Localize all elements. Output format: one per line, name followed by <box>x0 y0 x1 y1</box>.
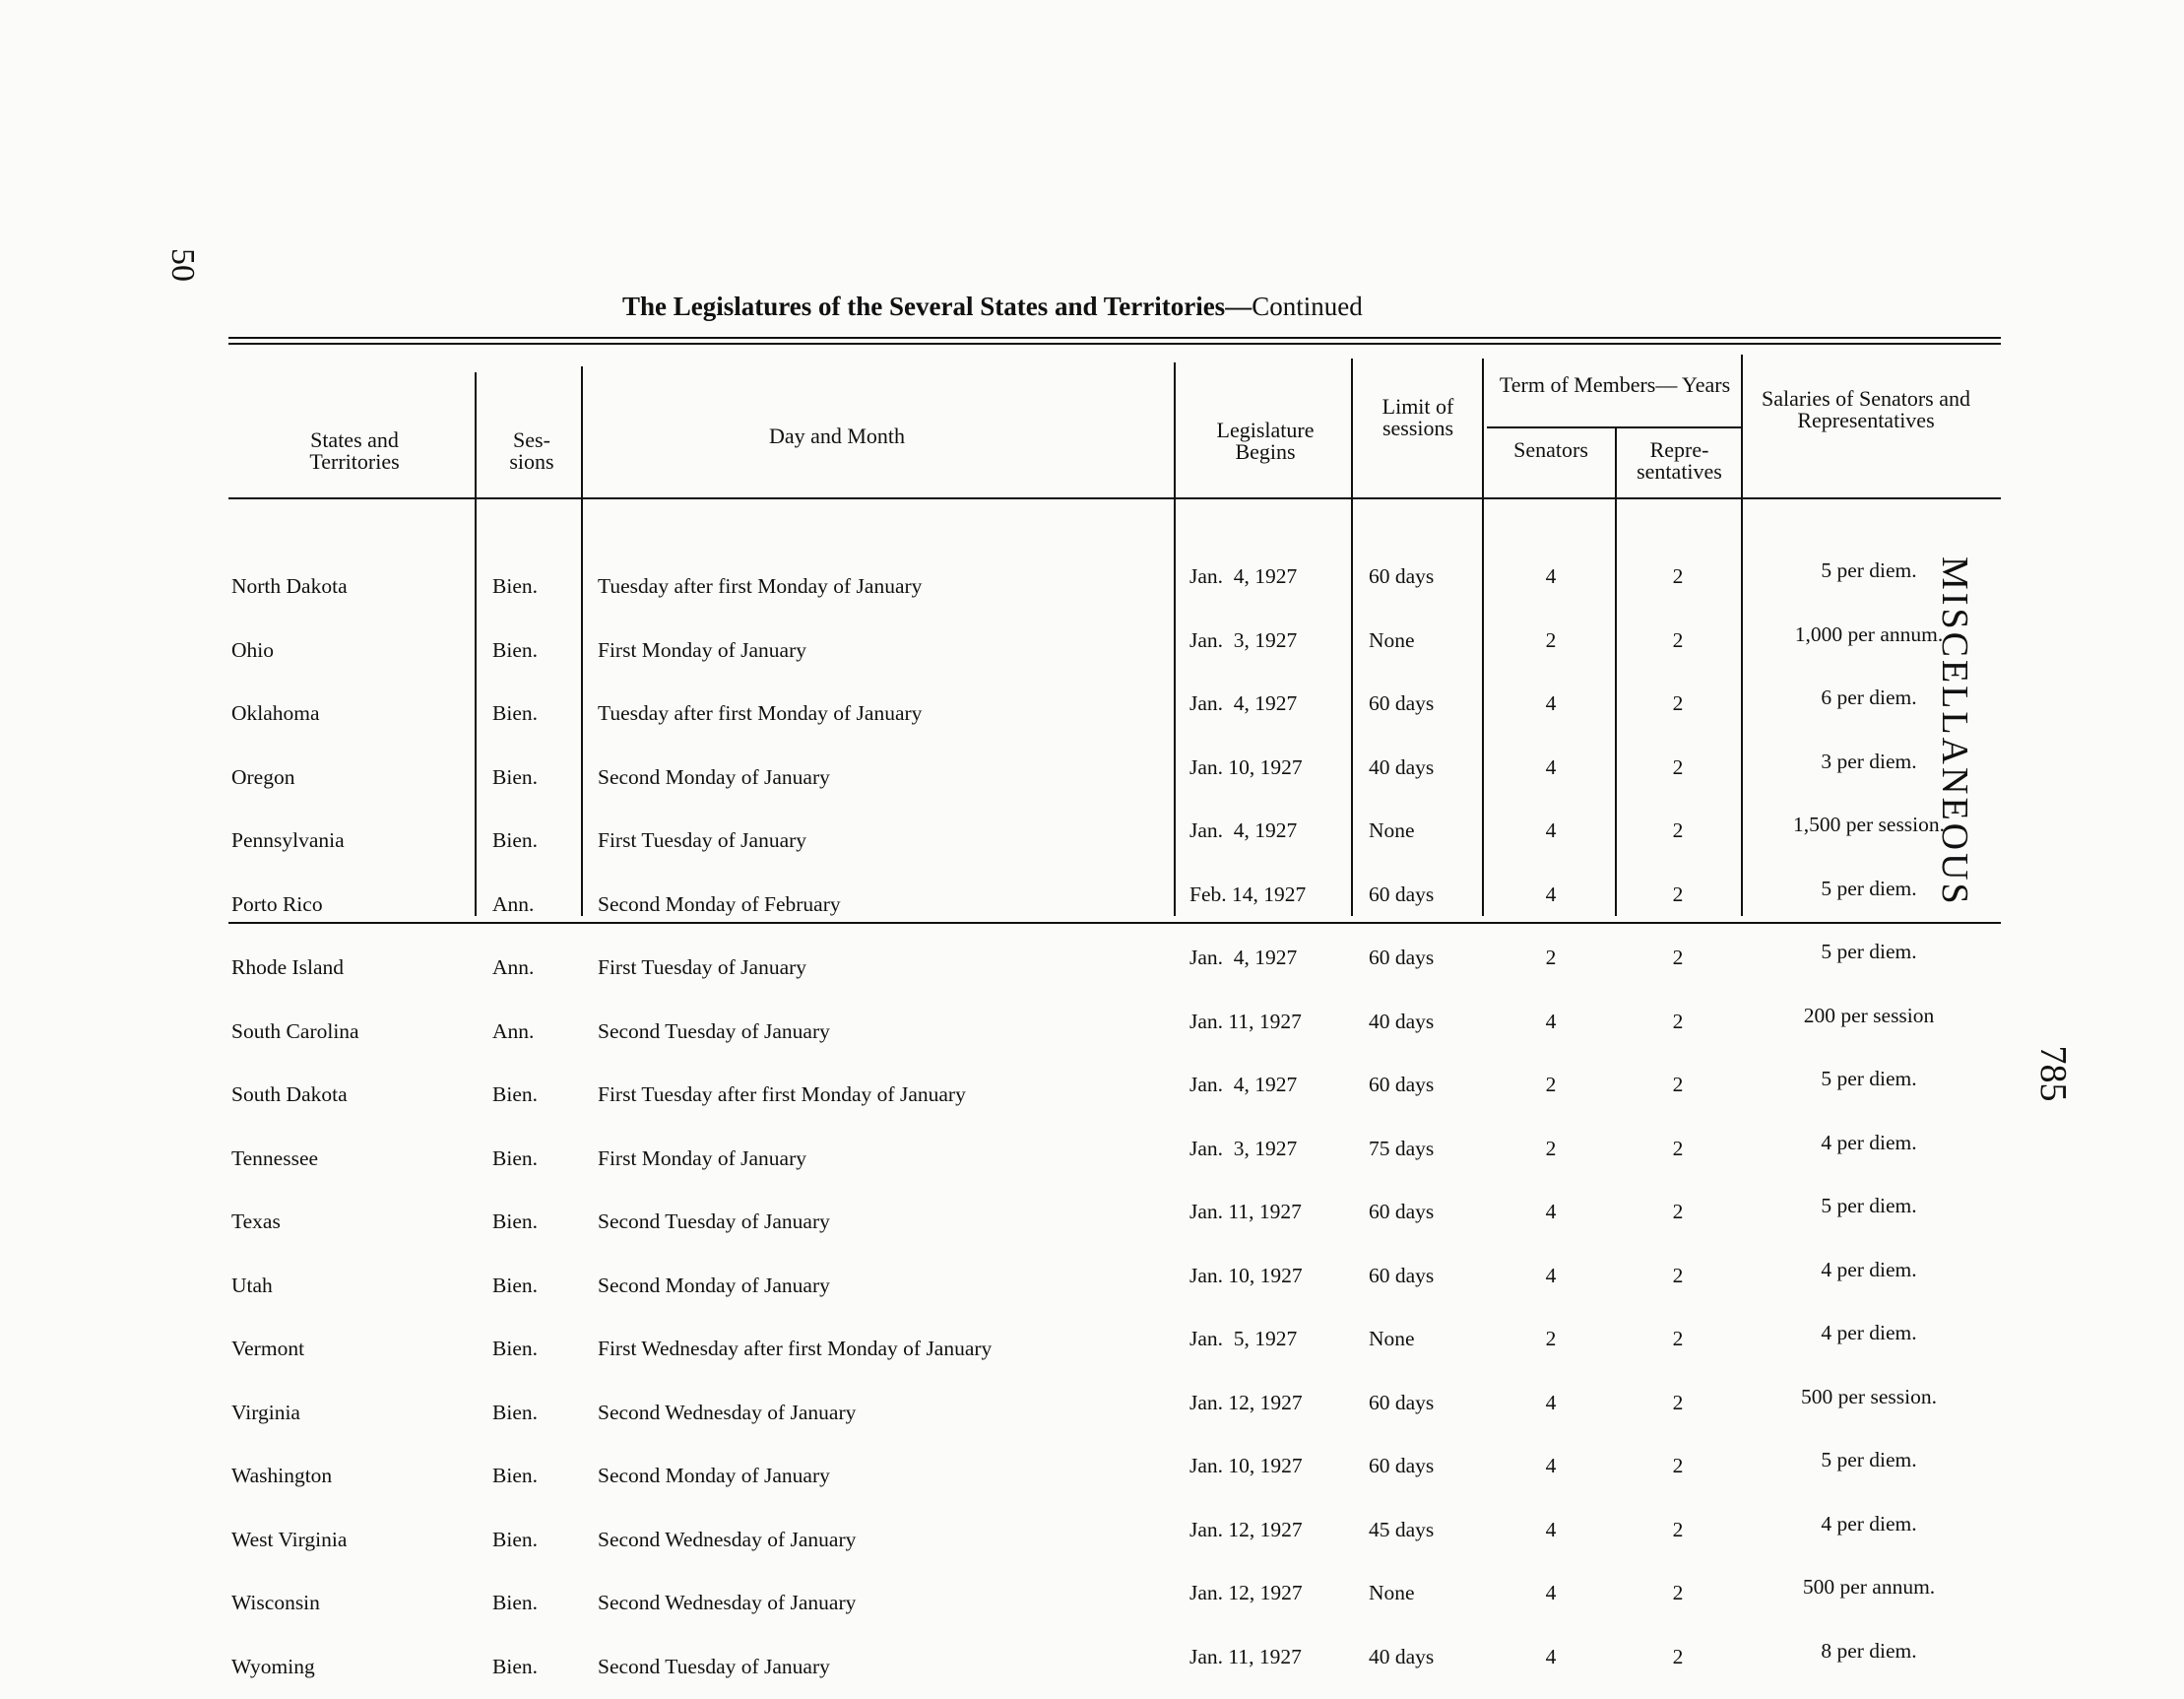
day-month-cell: Second Wednesday of January <box>598 1400 857 1424</box>
limit-cell: 60 days <box>1369 946 1435 969</box>
begins-cell: Feb. 14, 1927 <box>1189 882 1307 906</box>
limit-cell: 40 days <box>1369 754 1435 779</box>
begins-cell: Jan. 4, 1927 <box>1189 564 1298 588</box>
header-representatives: Repre- sentatives <box>1637 437 1722 484</box>
state-cell: South Dakota <box>231 1082 348 1106</box>
salary-cell: 4 per diem. <box>1821 1130 1917 1154</box>
senators-cell: 4 <box>1545 1454 1557 1477</box>
salary-cell: 1,500 per session. <box>1792 813 1946 836</box>
day-month-cell: Second Monday of January <box>598 1273 830 1297</box>
col-divider-1 <box>475 372 477 916</box>
salary-cell: 500 per session. <box>1801 1384 1937 1408</box>
col-divider-6 <box>1615 426 1617 916</box>
day-month-cell: First Wednesday after first Monday of January <box>598 1337 993 1360</box>
sessions-cell: Bien. <box>492 1400 538 1424</box>
representatives-cell: 2 <box>1672 1073 1684 1096</box>
limit-cell: 60 days <box>1369 1263 1435 1287</box>
states-column <box>231 534 473 1699</box>
begins-column <box>1189 524 1347 1689</box>
salaries-column <box>1751 518 1987 1683</box>
sessions-cell: Bien. <box>492 574 538 598</box>
header-bottom-rule <box>228 497 2001 499</box>
begins-cell: Jan. 10, 1927 <box>1189 1454 1303 1477</box>
limit-column <box>1369 524 1477 1689</box>
sessions-cell: Bien. <box>492 1145 538 1170</box>
senators-cell: 4 <box>1545 1263 1557 1287</box>
left-page-number: 50 <box>164 248 201 282</box>
day-month-cell: First Tuesday after first Monday of January <box>598 1082 966 1106</box>
begins-cell: Jan. 3, 1927 <box>1189 627 1298 652</box>
day-month-cell: Second Tuesday of January <box>598 1654 830 1678</box>
day-month-cell: Second Tuesday of January <box>598 1018 830 1043</box>
representatives-column <box>1620 524 1736 1689</box>
top-rule <box>228 337 2001 339</box>
begins-cell: Jan. 4, 1927 <box>1189 946 1298 969</box>
day-month-cell: Second Wednesday of January <box>598 1527 857 1551</box>
header-limit: Limit of sessions <box>1381 394 1454 440</box>
title-suffix: Continued <box>1252 292 1363 321</box>
sessions-column <box>492 534 576 1699</box>
sessions-cell: Bien. <box>492 764 538 789</box>
limit-cell: None <box>1369 627 1415 652</box>
begins-cell: Jan. 4, 1927 <box>1189 691 1298 715</box>
section-heading: MISCELLANEOUS <box>1934 556 1975 907</box>
day-month-cell: Second Monday of January <box>598 1464 830 1487</box>
col-divider-4 <box>1351 359 1353 916</box>
salary-cell: 500 per annum. <box>1802 1575 1936 1599</box>
salary-cell: 200 per session <box>1803 1003 1935 1027</box>
day-month-cell: First Monday of January <box>598 637 806 662</box>
state-cell: Wyoming <box>231 1654 315 1678</box>
begins-cell: Jan. 10, 1927 <box>1189 754 1303 779</box>
state-cell: Vermont <box>231 1337 305 1360</box>
limit-cell: 60 days <box>1369 1200 1435 1223</box>
representatives-cell: 2 <box>1672 627 1684 652</box>
representatives-cell: 2 <box>1672 1390 1684 1414</box>
representatives-cell: 2 <box>1672 946 1684 969</box>
senators-cell: 4 <box>1545 1581 1557 1604</box>
senators-cell: 4 <box>1545 1200 1557 1223</box>
sessions-cell: Ann. <box>492 955 535 979</box>
day-month-cell: Second Tuesday of January <box>598 1209 830 1233</box>
representatives-cell: 2 <box>1672 1200 1684 1223</box>
col-divider-3 <box>1174 362 1176 916</box>
begins-cell: Jan. 12, 1927 <box>1189 1517 1303 1541</box>
sessions-cell: Bien. <box>492 1527 538 1551</box>
representatives-cell: 2 <box>1672 564 1684 588</box>
senators-cell: 2 <box>1545 946 1557 969</box>
state-cell: Oklahoma <box>231 701 320 725</box>
state-cell: Texas <box>231 1209 281 1233</box>
limit-cell: 40 days <box>1369 1644 1435 1668</box>
header-day-month: Day and Month <box>768 424 906 448</box>
representatives-cell: 2 <box>1672 691 1684 715</box>
col-divider-7 <box>1741 355 1743 916</box>
sessions-cell: Ann. <box>492 1018 535 1043</box>
representatives-cell: 2 <box>1672 818 1684 842</box>
representatives-cell: 2 <box>1672 1517 1684 1541</box>
senators-cell: 4 <box>1545 754 1557 779</box>
representatives-cell: 2 <box>1672 1644 1684 1668</box>
begins-cell: Jan. 4, 1927 <box>1189 1073 1298 1096</box>
state-cell: West Virginia <box>231 1527 348 1551</box>
limit-cell: 75 days <box>1369 1136 1435 1160</box>
representatives-cell: 2 <box>1672 754 1684 779</box>
senators-cell: 2 <box>1545 1136 1557 1160</box>
senators-cell: 4 <box>1545 1644 1557 1668</box>
senators-cell: 4 <box>1545 1390 1557 1414</box>
table-title <box>622 292 1363 322</box>
state-cell: North Dakota <box>231 574 348 598</box>
top-rule-second <box>228 343 2001 345</box>
representatives-cell: 2 <box>1672 1454 1684 1477</box>
representatives-cell: 2 <box>1672 1136 1684 1160</box>
day-month-cell: Second Wednesday of January <box>598 1591 857 1614</box>
sessions-cell: Bien. <box>492 828 538 852</box>
limit-cell: 60 days <box>1369 882 1435 906</box>
day-month-cell: Tuesday after first Monday of January <box>598 574 923 598</box>
senators-cell: 4 <box>1545 882 1557 906</box>
begins-cell: Jan. 3, 1927 <box>1189 1136 1298 1160</box>
salary-cell: 8 per diem. <box>1821 1638 1917 1663</box>
sessions-cell: Ann. <box>492 891 535 916</box>
limit-cell: 40 days <box>1369 1009 1435 1033</box>
senators-cell: 2 <box>1545 627 1557 652</box>
state-cell: Porto Rico <box>231 891 323 916</box>
state-cell: South Carolina <box>231 1018 359 1043</box>
limit-cell: 60 days <box>1369 1073 1435 1096</box>
col-divider-5 <box>1482 359 1484 916</box>
salary-cell: 5 per diem. <box>1821 1448 1917 1471</box>
state-cell: Utah <box>231 1273 273 1297</box>
limit-cell: 60 days <box>1369 1454 1435 1477</box>
senators-cell: 4 <box>1545 1009 1557 1033</box>
salary-cell: 6 per diem. <box>1821 686 1917 709</box>
begins-cell: Jan. 11, 1927 <box>1189 1009 1302 1033</box>
begins-cell: Jan. 11, 1927 <box>1189 1644 1302 1668</box>
limit-cell: 60 days <box>1369 564 1435 588</box>
day-month-cell: Second Monday of February <box>598 891 841 916</box>
header-states: States and Territories <box>309 427 400 474</box>
salary-cell: 3 per diem. <box>1821 749 1917 773</box>
representatives-cell: 2 <box>1672 1327 1684 1350</box>
limit-cell: 60 days <box>1369 691 1435 715</box>
begins-cell: Jan. 4, 1927 <box>1189 818 1298 842</box>
sessions-cell: Bien. <box>492 701 538 725</box>
sessions-cell: Bien. <box>492 1464 538 1487</box>
state-cell: Tennessee <box>231 1145 319 1170</box>
salary-cell: 4 per diem. <box>1821 1511 1917 1536</box>
day-month-cell: First Tuesday of January <box>598 828 807 852</box>
state-cell: Wisconsin <box>231 1591 320 1614</box>
title-main: The Legislatures of the Several States and Territories— <box>622 292 1253 321</box>
salary-cell: 4 per diem. <box>1821 1321 1917 1344</box>
representatives-cell: 2 <box>1672 882 1684 906</box>
sessions-cell: Bien. <box>492 1273 538 1297</box>
day-month-cell: Second Monday of January <box>598 764 830 789</box>
right-page-number: 785 <box>2032 1045 2074 1102</box>
state-cell: Pennsylvania <box>231 828 345 852</box>
salary-cell: 5 per diem. <box>1821 558 1917 582</box>
state-cell: Rhode Island <box>231 955 345 979</box>
salary-cell: 5 per diem. <box>1821 940 1917 963</box>
state-cell: Oregon <box>231 764 295 789</box>
col-divider-2 <box>581 366 583 916</box>
begins-cell: Jan. 10, 1927 <box>1189 1263 1303 1287</box>
representatives-cell: 2 <box>1672 1581 1684 1604</box>
header-term-group: Term of Members— Years <box>1499 372 1731 397</box>
senators-cell: 2 <box>1545 1327 1557 1350</box>
begins-cell: Jan. 12, 1927 <box>1189 1390 1303 1414</box>
limit-cell: None <box>1369 1581 1415 1604</box>
senators-cell: 4 <box>1545 564 1557 588</box>
sessions-cell: Bien. <box>492 1654 538 1678</box>
limit-cell: 60 days <box>1369 1390 1435 1414</box>
header-senators: Senators <box>1513 437 1588 462</box>
salary-cell: 5 per diem. <box>1821 876 1917 900</box>
begins-cell: Jan. 11, 1927 <box>1189 1200 1302 1223</box>
header-sessions: Ses- sions <box>509 427 554 474</box>
state-cell: Ohio <box>231 637 274 662</box>
sessions-cell: Bien. <box>492 1082 538 1106</box>
day-month-cell: First Tuesday of January <box>598 955 807 979</box>
limit-cell: None <box>1369 1327 1415 1350</box>
begins-cell: Jan. 12, 1927 <box>1189 1581 1303 1604</box>
senators-cell: 4 <box>1545 1517 1557 1541</box>
salary-cell: 4 per diem. <box>1821 1257 1917 1281</box>
limit-cell: 45 days <box>1369 1517 1435 1541</box>
day-month-column <box>598 534 1169 1699</box>
senators-cell: 4 <box>1545 818 1557 842</box>
senators-cell: 4 <box>1545 691 1557 715</box>
day-month-cell: Tuesday after first Monday of January <box>598 701 923 725</box>
representatives-cell: 2 <box>1672 1009 1684 1033</box>
salary-cell: 5 per diem. <box>1821 1067 1917 1090</box>
sessions-cell: Bien. <box>492 1337 538 1360</box>
salary-cell: 5 per diem. <box>1821 1194 1917 1217</box>
senators-column <box>1492 524 1610 1689</box>
limit-cell: None <box>1369 818 1415 842</box>
header-begins: Legislature Begins <box>1216 418 1315 464</box>
header-salaries: Salaries of Senators and Representatives <box>1762 386 1970 432</box>
state-cell: Washington <box>231 1464 333 1487</box>
state-cell: Virginia <box>231 1400 300 1424</box>
representatives-cell: 2 <box>1672 1263 1684 1287</box>
sessions-cell: Bien. <box>492 1591 538 1614</box>
begins-cell: Jan. 5, 1927 <box>1189 1327 1298 1350</box>
senators-cell: 2 <box>1545 1073 1557 1096</box>
sessions-cell: Bien. <box>492 1209 538 1233</box>
day-month-cell: First Monday of January <box>598 1145 806 1170</box>
sessions-cell: Bien. <box>492 637 538 662</box>
salary-cell: 1,000 per annum. <box>1794 621 1944 646</box>
